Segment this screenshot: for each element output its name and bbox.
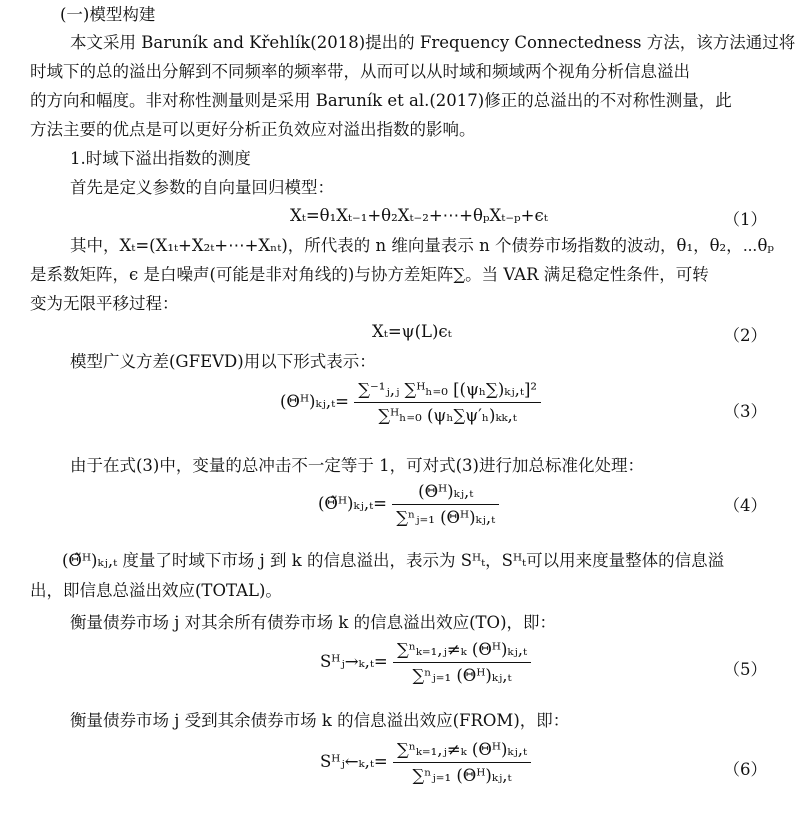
text-line: 是系数矩阵，ϵ 是白噪声(可能是非对角线的)与协方差矩阵∑。当 VAR 满足稳定性条件，可转: [30, 265, 709, 284]
fraction: [392, 482, 499, 527]
text-line: 由于在式(3)中，变量的总冲击不一定等于 1，可对式(3)进行加总标准化处理：: [70, 456, 644, 475]
equation-3: [280, 380, 541, 425]
equation-lhs: (Θᴴ)ₖⱼ,ₜ=: [280, 392, 349, 411]
equation-number: （4）: [723, 496, 767, 515]
text-line: 方法主要的优点是可以更好分析正负效应对溢出指数的影响。: [30, 120, 476, 139]
equation-5: [320, 640, 531, 685]
denominator: ∑ⁿⱼ₌₁ (Θᴴ)ₖⱼ,ₜ: [412, 766, 512, 785]
numerator: ∑⁻¹ⱼ,ⱼ ∑ᴴₕ₌₀ [(ψₕ∑)ₖⱼ,ₜ]²: [354, 380, 541, 403]
equation-lhs: Sᴴⱼ←ₖ,ₜ=: [320, 752, 388, 771]
equation-6: [320, 740, 531, 785]
text-line: 模型广义方差(GFEVD)用以下形式表示：: [70, 352, 376, 371]
text-line: 的方向和幅度。非对称性测量则是采用 Baruník et al.(2017)修正的总溢出的不对称性测量，此: [30, 91, 732, 110]
text-line: 首先是定义参数的自向量回归模型：: [70, 178, 334, 197]
text-line: 衡量债券市场 j 对其余所有债券市场 k 的信息溢出效应(TO)，即：: [70, 613, 557, 632]
text-line: 变为无限平移过程：: [30, 294, 179, 313]
text-line: 时域下的总的溢出分解到不同频率的频率带，从而可以从时域和频域两个视角分析信息溢出: [30, 62, 690, 81]
denominator: ∑ᴴₕ₌₀ (ψₕ∑ψ′ₕ)ₖₖ,ₜ: [378, 406, 517, 425]
equation-number: （1）: [723, 210, 767, 229]
equation-lhs: (Θ̃ᴴ)ₖⱼ,ₜ=: [318, 494, 387, 513]
equation-lhs: Sᴴⱼ→ₖ,ₜ=: [320, 652, 388, 671]
numerator: ∑ⁿₖ₌₁,ⱼ≠ₖ (Θᴴ)ₖⱼ,ₜ: [393, 740, 531, 763]
equation-number: （6）: [723, 760, 767, 779]
subsection-heading: 1.时域下溢出指数的测度: [70, 149, 251, 168]
equation-number: （3）: [723, 402, 767, 421]
equation-1: Xₜ=θ₁Xₜ₋₁+θ₂Xₜ₋₂+⋯+θₚXₜ₋ₚ+ϵₜ: [290, 206, 548, 225]
fraction: [354, 380, 541, 425]
equation-4: [318, 482, 499, 527]
fraction: [393, 640, 531, 685]
equation-number: （5）: [723, 660, 767, 679]
text-line: 出，即信息总溢出效应(TOTAL)。: [30, 581, 282, 600]
text-line: 其中，Xₜ=(X₁ₜ+X₂ₜ+⋯+Xₙₜ)，所代表的 n 维向量表示 n 个债券市场指数的波动，θ₁，θ₂，⋯θₚ: [70, 236, 775, 255]
text-line: 衡量债券市场 j 受到其余债券市场 k 的信息溢出效应(FROM)，即：: [70, 711, 570, 730]
denominator: ∑ⁿⱼ₌₁ (Θᴴ)ₖⱼ,ₜ: [396, 508, 496, 527]
fraction: [393, 740, 531, 785]
numerator: (Θᴴ)ₖⱼ,ₜ: [392, 482, 499, 505]
equation-number: （2）: [723, 326, 767, 345]
text-line: (Θ̃ᴴ)ₖⱼ,ₜ 度量了时域下市场 j 到 k 的信息溢出，表示为 Sᴴₜ，Sᴴₜ可以用来度量整体的信息溢: [62, 551, 725, 570]
section-heading: (一)模型构建: [60, 5, 156, 24]
text-line: 本文采用 Baruník and Křehlík(2018)提出的 Frequency Connectedness 方法，该方法通过将: [70, 33, 796, 52]
numerator: ∑ⁿₖ₌₁,ⱼ≠ₖ (Θᴴ)ₖⱼ,ₜ: [393, 640, 531, 663]
denominator: ∑ⁿⱼ₌₁ (Θᴴ)ₖⱼ,ₜ: [412, 666, 512, 685]
equation-2: Xₜ=ψ(L)ϵₜ: [372, 322, 452, 341]
